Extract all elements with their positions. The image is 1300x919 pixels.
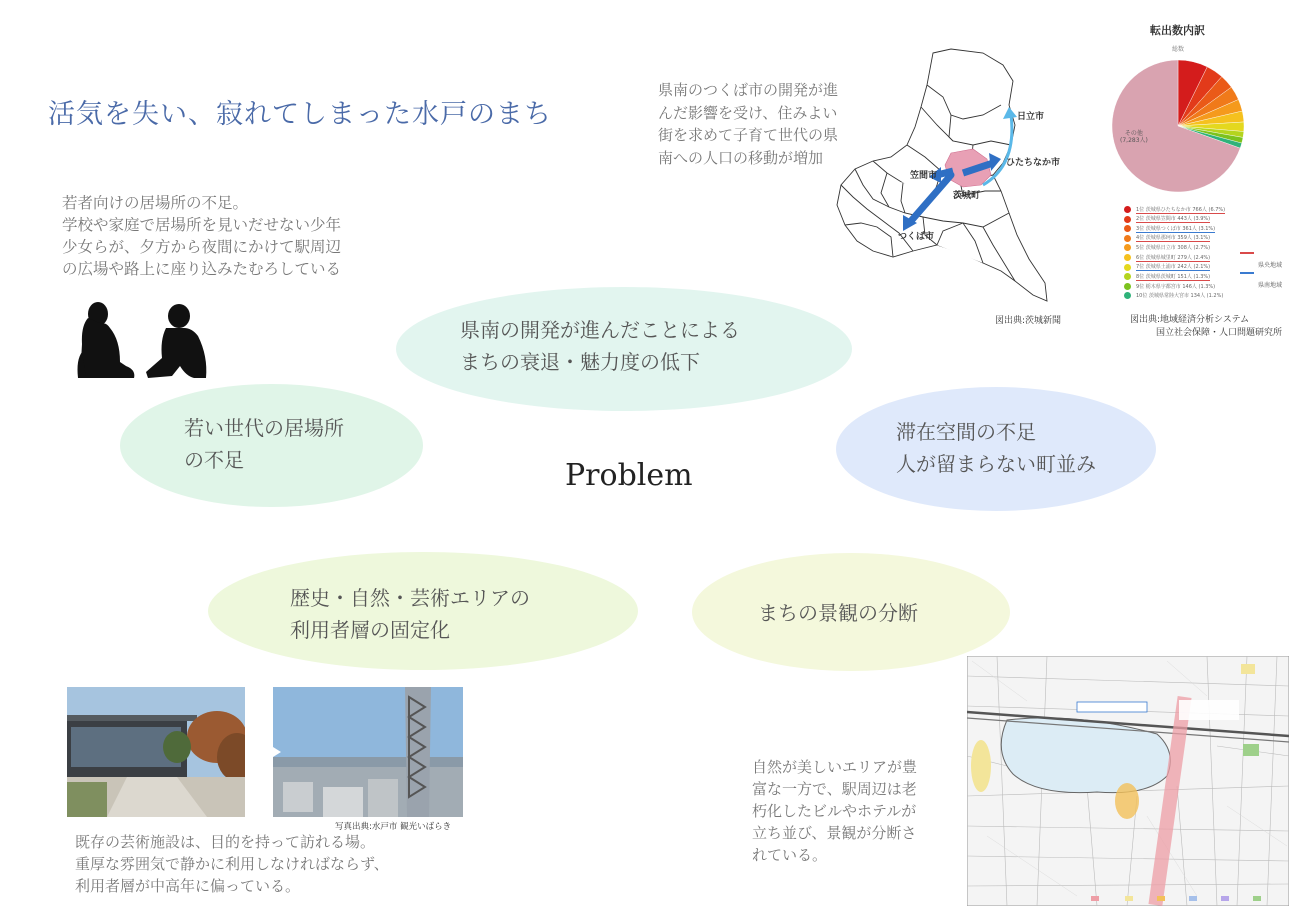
problem-art-area: 歴史・自然・芸術エリアの 利用者層の固定化: [290, 586, 530, 642]
youth-description: 若者向けの居場所の不足。 学校や家庭で居場所を見いだせない少年 少女らが、夕方から夜間にかけて駅周辺 の広場や路上に座り込みたむろしている: [62, 194, 342, 278]
problem-landscape: まちの景観の分断: [758, 601, 918, 625]
legend-color-swatch: [1124, 292, 1131, 299]
pie-legend-item: [1124, 243, 1210, 252]
migration-description: 県南のつくば市の開発が進 んだ影響を受け、住みよい 街を求めて子育て世代の県 南への人口の移動が増加: [658, 81, 839, 167]
legend-color-swatch: [1124, 254, 1131, 261]
landscape-description: 自然が美しいエリアが豊 富な一方で、駅周辺は老 朽化したビルやホテルが 立ち並び、景観が分断さ れている。: [752, 758, 918, 864]
pie-legend-item: [1124, 263, 1210, 272]
legend-key-1-line: [1240, 252, 1254, 254]
legend-key-2-line: [1240, 272, 1254, 274]
legend-label: 8位 茨城県茨城町 151人 (1.3%): [1136, 273, 1211, 280]
pie-legend-item: [1124, 282, 1215, 291]
page-title: 活気を失い、寂れてしまった水戸のまち: [48, 99, 552, 130]
pie-source-1: 図出典:地域経済分析システム: [1130, 315, 1250, 325]
legend-color-swatch: [1124, 206, 1131, 213]
map-label-tsukuba: つくば市: [898, 232, 935, 242]
art-facility-photo-1: [67, 687, 245, 817]
legend-label: 1位 茨城県ひたちなか市 766人 (6.7%): [1136, 206, 1226, 213]
problem-south-development: 県南の開発が進んだことによる まちの衰退・魅力度の低下: [460, 318, 740, 374]
art-facility-description: 既存の芸術施設は、目的を持って訪れる場。 重厚な雰囲気で静かに利用しなければならず、 利用者層が中高年に偏っている。: [75, 833, 389, 895]
legend-color-swatch: [1124, 216, 1131, 223]
legend-key-2-label: 県南地域: [1258, 282, 1283, 289]
map-label-hitachi: 日立市: [1017, 112, 1045, 122]
legend-label: 6位 茨城県城里町 279人 (2.4%): [1136, 254, 1211, 261]
pie-legend-item: [1124, 272, 1210, 281]
map-label-hitachinaka: ひたちなか市: [1006, 158, 1061, 168]
legend-label: 5位 茨城県日立市 308人 (2.7%): [1136, 245, 1211, 252]
pie-subtitle: 総数: [1172, 46, 1185, 53]
map-source: 図出典:茨城新聞: [995, 316, 1062, 326]
legend-color-swatch: [1124, 273, 1131, 280]
legend-key-1-label: 県央地域: [1258, 262, 1283, 269]
sitting-youth-illustration: [76, 300, 211, 382]
photo-credit: 写真出典:水戸市 観光いばらき: [335, 822, 452, 832]
legend-label: 10位 茨城県常陸大宮市 134人 (1.2%): [1136, 293, 1224, 300]
pie-legend-item: [1124, 205, 1225, 214]
art-tower-photo-2: [273, 687, 463, 817]
legend-label: 2位 茨城県笠間市 443人 (3.9%): [1136, 216, 1211, 223]
legend-color-swatch: [1124, 264, 1131, 271]
pie-title: 転出数内訳: [1150, 24, 1205, 37]
pie-legend-item: [1124, 234, 1210, 243]
problem-youth-space: 若い世代の居場所 の不足: [184, 416, 344, 472]
legend-label: 9位 栃木県宇都宮市 146人 (1.3%): [1136, 283, 1216, 290]
legend-label: 4位 茨城県那珂市 359人 (3.1%): [1136, 235, 1211, 242]
legend-color-swatch: [1124, 244, 1131, 251]
pie-source-2: 国立社会保障・人口問題研究所: [1156, 328, 1283, 338]
pie-legend: [1124, 205, 1244, 305]
pie-legend-item: [1124, 253, 1210, 262]
station-area-map: [967, 656, 1289, 906]
map-label-ibarakimachi: 茨城町: [953, 191, 981, 201]
problem-heading: Problem: [565, 458, 693, 493]
ibaraki-map: [833, 45, 1063, 307]
legend-label: 7位 茨城県土浦市 242人 (2.1%): [1136, 264, 1211, 271]
pie-chart: [1110, 58, 1246, 194]
map-label-kasama: 笠間市: [910, 171, 938, 181]
problem-stay-space: 滞在空間の不足 人が留まらない町並み: [896, 420, 1096, 476]
legend-label: 3位 茨城県つくば市 361人 (3.1%): [1136, 225, 1216, 232]
legend-color-swatch: [1124, 283, 1131, 290]
legend-color-swatch: [1124, 235, 1131, 242]
legend-color-swatch: [1124, 225, 1131, 232]
pie-legend-item: [1124, 291, 1223, 300]
pie-legend-item: [1124, 224, 1215, 233]
pie-other-label: その他 (7,283人): [1120, 130, 1148, 144]
pie-legend-item: [1124, 215, 1210, 224]
